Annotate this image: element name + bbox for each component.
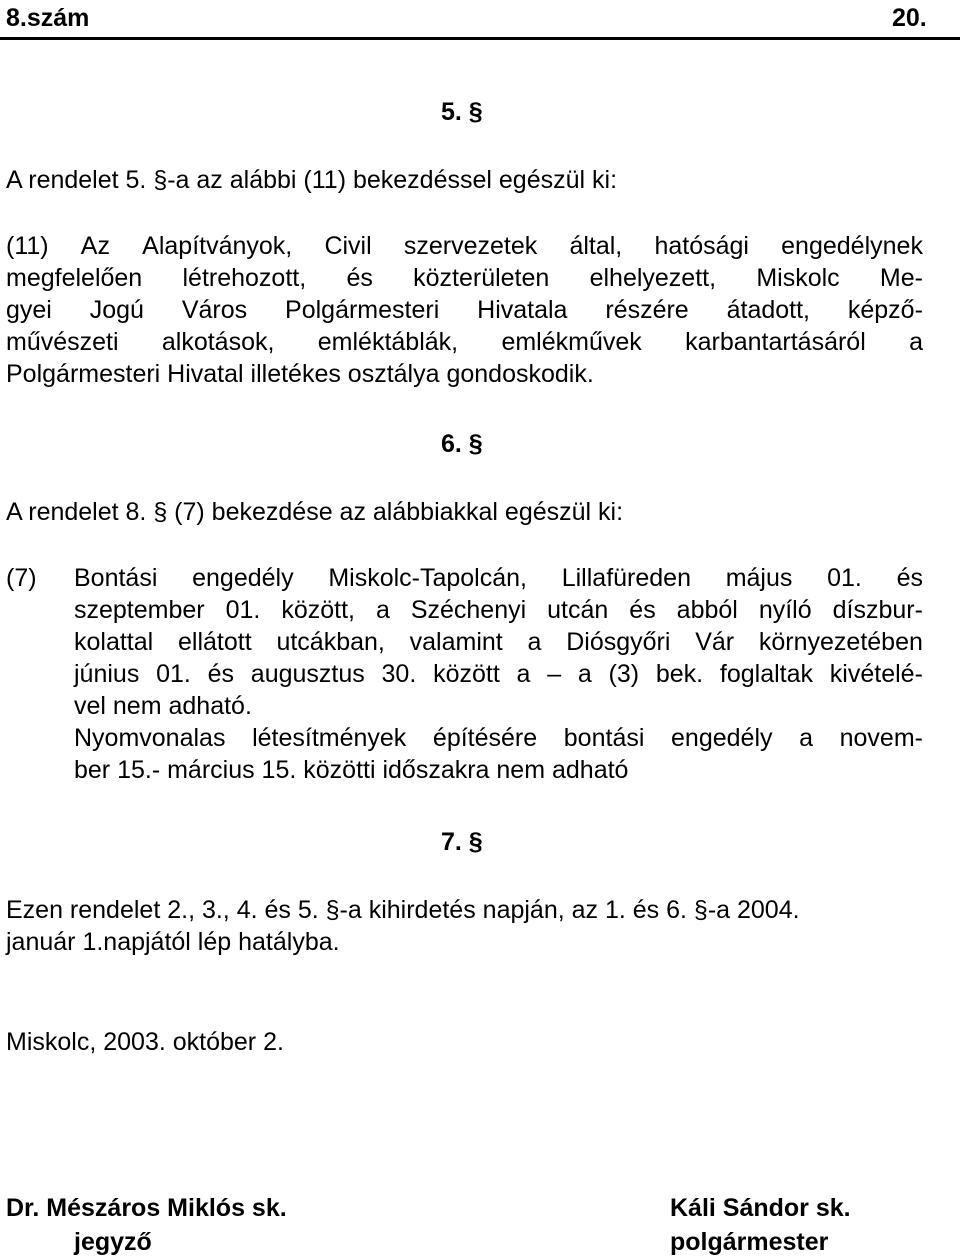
paragraph-line: (11) Az Alapítványok, Civil szervezetek által, hatósági engedélynek <box>6 232 923 260</box>
paragraph-label: (7) <box>6 564 37 592</box>
issue-number: 8.szám <box>6 4 90 32</box>
section-6-heading: 6. § <box>441 430 483 458</box>
section-5-paragraph <box>6 230 923 390</box>
section-6-paragraph <box>74 562 923 786</box>
paragraph-line: gyei Jogú Város Polgármesteri Hivatala részére átadott, képző- <box>6 296 923 324</box>
section-6-intro: A rendelet 8. § (7) bekezdése az alábbiakkal egészül ki: <box>6 498 624 526</box>
section-7-heading: 7. § <box>441 828 483 856</box>
page-number: 20. <box>892 4 927 32</box>
section-7-paragraph <box>6 894 923 958</box>
signature-left-title: jegyző <box>74 1228 152 1256</box>
section-5-intro: A rendelet 5. §-a az alábbi (11) bekezdéssel egészül ki: <box>6 166 618 194</box>
paragraph-line: január 1.napjától lép hatályba. <box>6 928 340 956</box>
paragraph-line: megfelelően létrehozott, és közterületen elhelyezett, Miskolc Me- <box>6 264 923 292</box>
signature-left-name: Dr. Mészáros Miklós sk. <box>6 1194 287 1222</box>
paragraph-line: szeptember 01. között, a Széchenyi utcán és abból nyíló díszbur- <box>74 596 923 624</box>
place-date: Miskolc, 2003. október 2. <box>6 1028 284 1056</box>
section-5-heading: 5. § <box>441 98 483 126</box>
paragraph-line: Ezen rendelet 2., 3., 4. és 5. §-a kihirdetés napján, az 1. és 6. §-a 2004. <box>6 896 800 924</box>
signature-right-title: polgármester <box>670 1228 829 1256</box>
paragraph-line: kolattal ellátott utcákban, valamint a Diósgyőri Vár környezetében <box>74 628 923 656</box>
paragraph-line: Nyomvonalas létesítmények építésére bontási engedély a novem- <box>74 724 923 752</box>
paragraph-line: június 01. és augusztus 30. között a – a (3) bek. foglaltak kivételé- <box>74 660 923 688</box>
paragraph-line: Polgármesteri Hivatal illetékes osztálya gondoskodik. <box>6 360 594 388</box>
paragraph-line: ber 15.- március 15. közötti időszakra nem adható <box>74 756 629 784</box>
paragraph-line: vel nem adható. <box>74 692 252 720</box>
signature-right-name: Káli Sándor sk. <box>670 1194 851 1222</box>
paragraph-line: Bontási engedély Miskolc-Tapolcán, Lillafüreden május 01. és <box>74 564 923 592</box>
paragraph-line: művészeti alkotások, emléktáblák, emlékművek karbantartásáról a <box>6 328 923 356</box>
header-rule <box>0 37 960 40</box>
